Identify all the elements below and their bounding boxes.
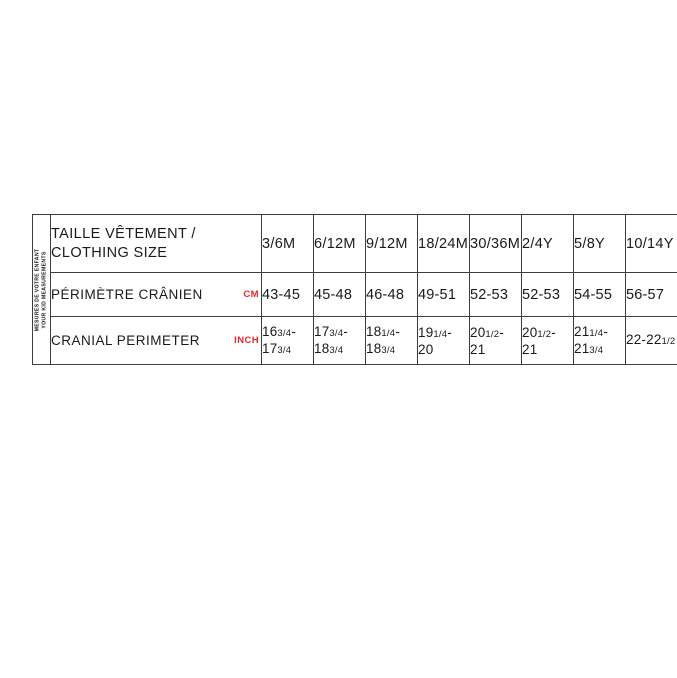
size-header-1: 6/12M bbox=[314, 215, 366, 273]
cell-inch-5: 201/2- 21 bbox=[522, 317, 574, 365]
cell-inch-2: 181/4- 183/4 bbox=[366, 317, 418, 365]
header-label-cell bbox=[51, 215, 262, 273]
cell-cm-2: 46-48 bbox=[366, 273, 418, 317]
table-header-row bbox=[51, 215, 677, 273]
size-header-6: 5/8Y bbox=[574, 215, 626, 273]
table-row-cm bbox=[51, 273, 677, 317]
row-unit-cm: CM bbox=[243, 289, 259, 300]
cell-cm-1: 45-48 bbox=[314, 273, 366, 317]
cell-cm-5: 52-53 bbox=[522, 273, 574, 317]
cell-inch-7: 22-221/2 bbox=[626, 317, 677, 365]
row-label-inch: CRANIAL PERIMETER bbox=[51, 333, 201, 348]
side-label-line-en: YOUR KID MEASUREMENTS bbox=[41, 250, 48, 329]
size-header-3: 18/24M bbox=[418, 215, 470, 273]
side-label-line-fr: MESURES DE VOTRE ENFANT bbox=[34, 248, 41, 331]
size-table bbox=[50, 214, 677, 365]
cell-cm-7: 56-57 bbox=[626, 273, 677, 317]
size-chart bbox=[32, 214, 677, 365]
size-header-5: 2/4Y bbox=[522, 215, 574, 273]
row-label-cm: PÉRIMÈTRE CRÂNIEN bbox=[51, 287, 203, 302]
cell-cm-6: 54-55 bbox=[574, 273, 626, 317]
cell-inch-4: 201/2- 21 bbox=[470, 317, 522, 365]
size-header-0: 3/6M bbox=[262, 215, 314, 273]
cell-inch-1: 173/4- 183/4 bbox=[314, 317, 366, 365]
cell-cm-4: 52-53 bbox=[470, 273, 522, 317]
row-label-cell-inch bbox=[51, 317, 262, 365]
row-unit-inch: INCH bbox=[234, 335, 259, 346]
side-label-strip bbox=[32, 214, 50, 365]
cell-inch-3: 191/4- 20 bbox=[418, 317, 470, 365]
cell-cm-0: 43-45 bbox=[262, 273, 314, 317]
size-header-7: 10/14Y bbox=[626, 215, 677, 273]
cell-inch-0: 163/4- 173/4 bbox=[262, 317, 314, 365]
header-label-line2: CLOTHING SIZE bbox=[51, 244, 168, 261]
size-header-4: 30/36M bbox=[470, 215, 522, 273]
cell-inch-6: 211/4- 213/4 bbox=[574, 317, 626, 365]
cell-cm-3: 49-51 bbox=[418, 273, 470, 317]
size-header-2: 9/12M bbox=[366, 215, 418, 273]
table-row-inch bbox=[51, 317, 677, 365]
row-label-cell-cm bbox=[51, 273, 262, 317]
header-label-line1: TAILLE VÊTEMENT / bbox=[51, 225, 196, 242]
